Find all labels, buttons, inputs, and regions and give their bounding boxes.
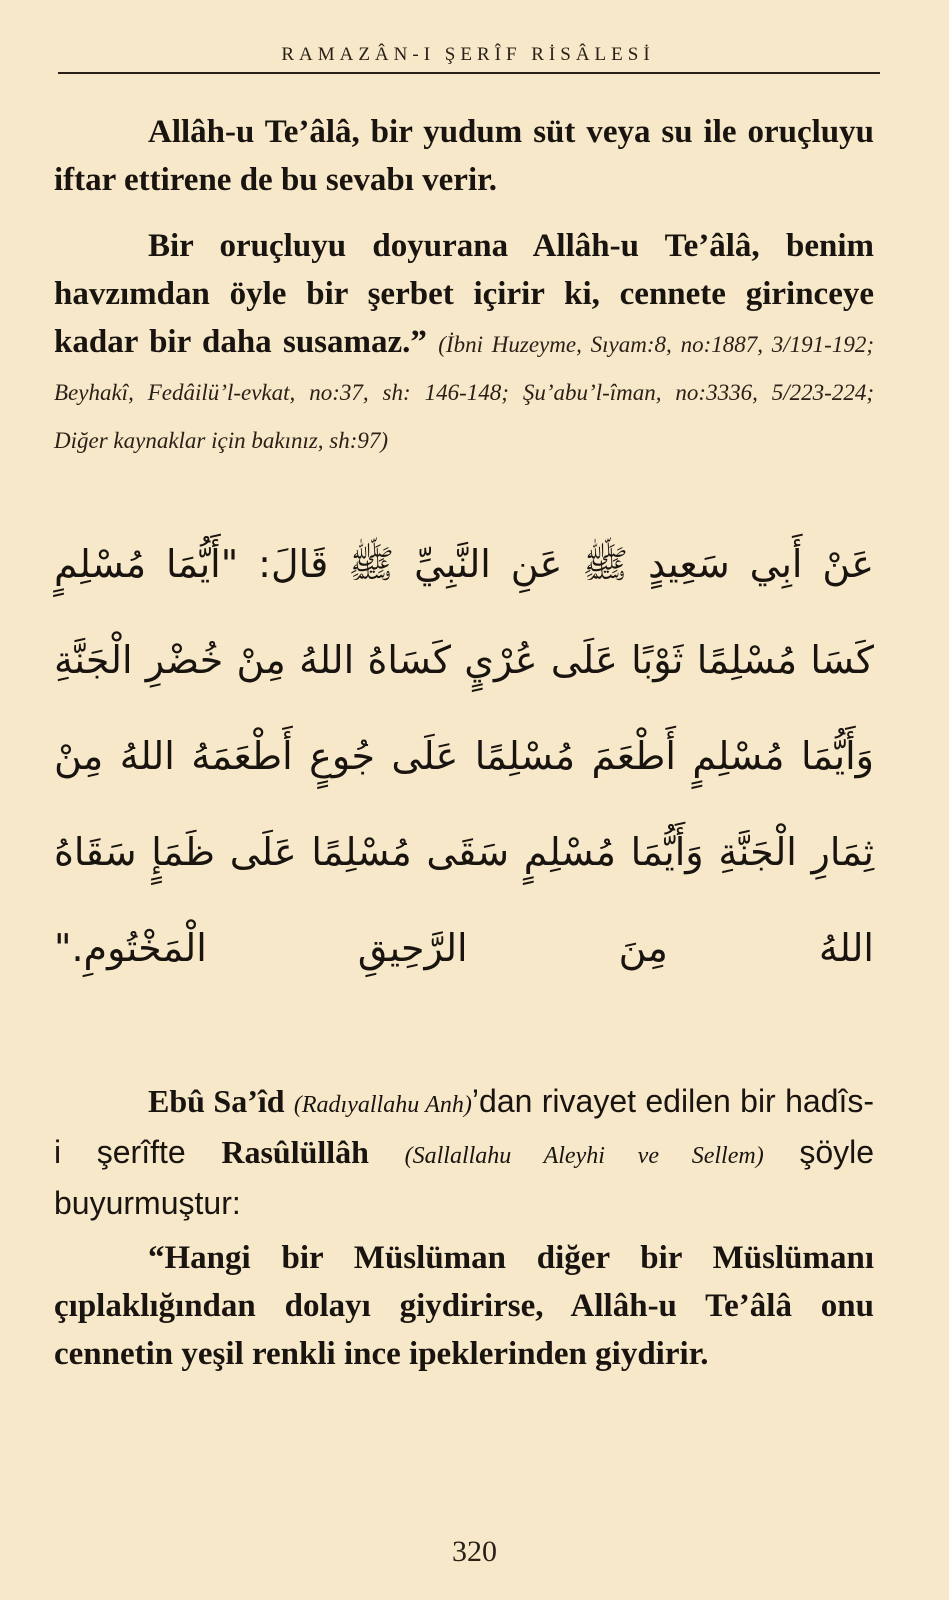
prophet-honorific: (Sallallahu Aleyhi ve Sellem) [404,1143,764,1169]
prophet-name: Rasûlüllâh [221,1134,369,1170]
narration-text-1: ’dan rivayet edilen bir hadîs-i şerîfte [54,1083,874,1170]
paragraph-havz-reference: (İbni Huzeyme, Sıyam:8, no:1887, 3/191-192; Beyhakî, Fedâilü’l-evkat, no:37, sh: 146-148; Şu’abu’l-îman, no:3336, 5/223-224; Diğer kaynaklar için bakınız, sh:97) [54,332,875,453]
paragraph-hadith-translation [54,1234,874,1378]
paragraph-iftar-text: Allâh-u Te’âlâ, bir yudum süt veya su ile oruçluyu iftar ettirene de bu sevabı verir. [54,114,874,198]
narrator-name: Ebû Sa’îd [148,1083,285,1119]
header-rule [58,72,880,74]
hadith-translation-text: “Hangi bir Müslüman diğer bir Müslümanı çıplaklığından dolayı giydirirse, Allâh-u Te’âlâ onu cennetin yeşil renkli ince ipeklerinden giydirir. [54,1240,874,1372]
narration-text-2: şöyle buyurmuştur: [54,1134,875,1221]
arabic-hadith: عَنْ أَبِي سَعِيدٍ ﷺ عَنِ النَّبِيِّ ﷺ قَالَ: "أَيُّمَا مُسْلِمٍ كَسَا مُسْلِمًا ثَوْبًا عَلَى عُرْيٍ كَسَاهُ اللهُ مِنْ خُضْرِ الْجَنَّةِ وَأَيُّمَا مُسْلِمٍ أَطْعَمَ مُسْلِمًا عَلَى جُوعٍ أَطْعَمَهُ اللهُ مِنْ ثِمَارِ الْجَنَّةِ وَأَيُّمَا مُسْلِمٍ سَقَى مُسْلِمًا عَلَى ظَمَإٍ سَقَاهُ اللهُ مِنَ الرَّحِيقِ الْمَخْتُومِ." [54,542,874,970]
running-header: RAMAZÂN-I ŞERÎF RİSÂLESİ [281,44,655,65]
narrator-honorific: (Radıyallahu Anh) [293,1092,472,1118]
paragraph-havz-text: Bir oruçluyu doyurana Allâh-u Te’âlâ, benim havzımdan öyle bir şerbet içirir ki, cennete girinceye kadar bir daha susamaz.” [54,228,874,360]
page-number: 320 [452,1535,497,1568]
paragraph-havz [54,222,874,462]
paragraph-narration [54,1078,874,1227]
paragraph-iftar [54,108,874,204]
